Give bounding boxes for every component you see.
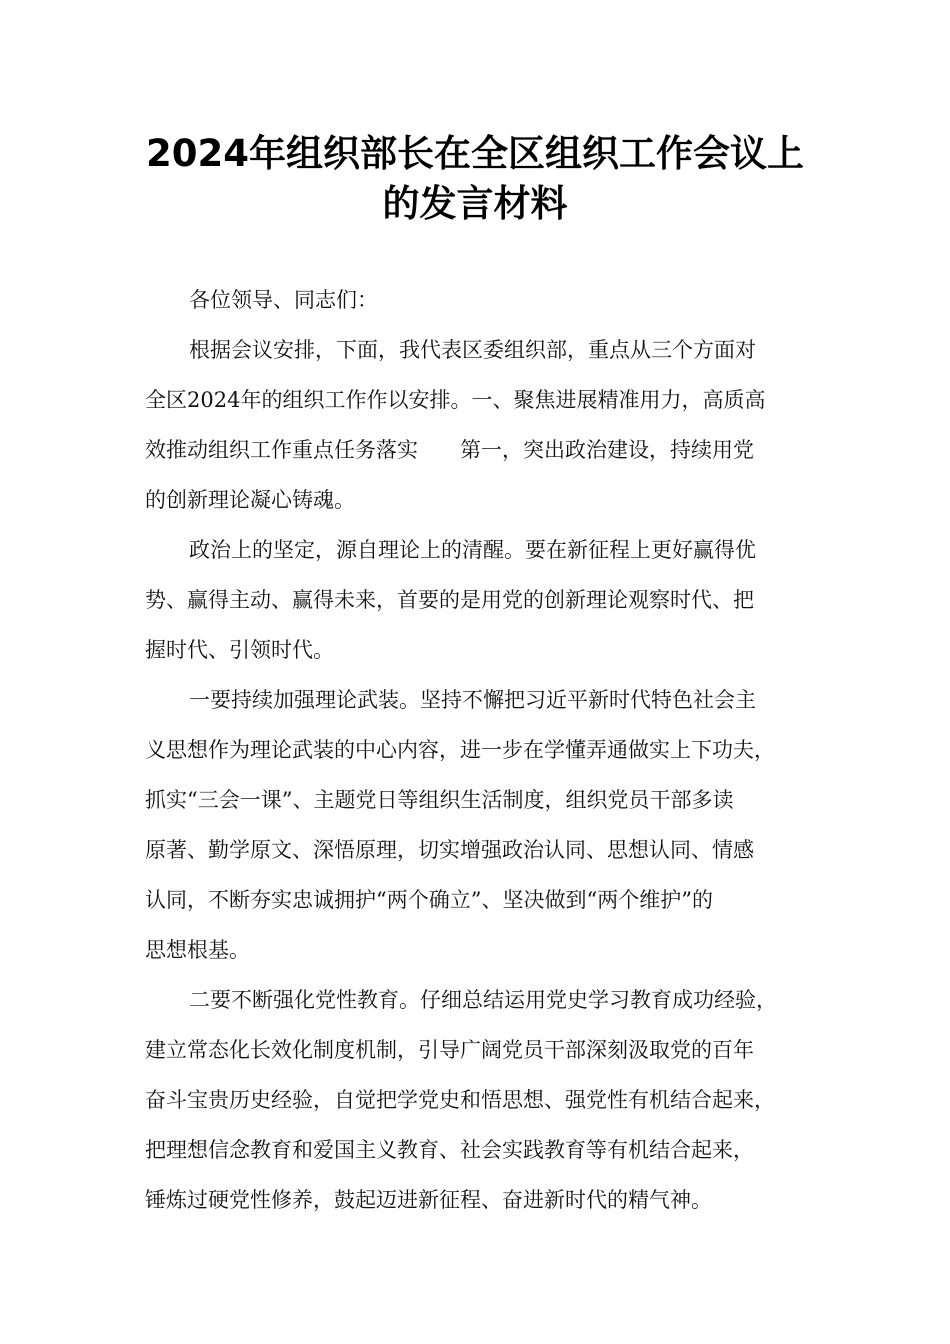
paragraph-line: 的创新理论凝心铸魂。 <box>145 488 355 512</box>
paragraph-line: 奋斗宝贵历史经验，自觉把学党史和悟思想、强党性有机结合起来， <box>145 1088 775 1112</box>
paragraph-line: 势、赢得主动、赢得未来，首要的是用党的创新理论观察时代、把 <box>145 588 754 612</box>
paragraph-line: 效推动组织工作重点任务落实 第一，突出政治建设，持续用党 <box>145 438 754 462</box>
paragraph-line: 把理想信念教育和爱国主义教育、社会实践教育等有机结合起来， <box>145 1138 754 1162</box>
paragraph-line: 二要不断强化党性教育。仔细总结运用党史学习教育成功经验， <box>189 988 777 1012</box>
paragraph-line: 原著、勤学原文、深悟原理，切实增强政治认同、思想认同、情感 <box>145 838 754 862</box>
paragraph-2 <box>145 525 810 675</box>
paragraph-line: 根据会议安排，下面，我代表区委组织部，重点从三个方面对 <box>189 338 756 362</box>
paragraph-line: 握时代、引领时代。 <box>145 638 334 662</box>
paragraph-line: 建立常态化长效化制度机制，引导广阔党员干部深刻汲取党的百年 <box>145 1038 754 1062</box>
paragraph-line: 抓实“三会一课”、主题党日等组织生活制度，组织党员干部多读 <box>145 788 734 812</box>
paragraph-line: 思想根基。 <box>145 938 250 962</box>
document-body <box>145 275 810 1225</box>
paragraph-line: 政治上的坚定，源自理论上的清醒。要在新征程上更好赢得优 <box>189 538 756 562</box>
paragraph-3 <box>145 675 810 975</box>
document-title-line-2: 的发言材料 <box>382 182 568 225</box>
paragraph-line: 认同，不断夯实忠诚拥护“两个确立”、坚决做到“两个维护”的 <box>145 888 713 912</box>
document-title-line-1: 2024年组织部长在全区组织工作会议上 <box>146 132 804 175</box>
paragraph-4 <box>145 975 810 1225</box>
paragraph-line: 锤炼过硬党性修养，鼓起迈进新征程、奋进新时代的精气神。 <box>145 1188 712 1212</box>
salutation: 各位领导、同志们： <box>189 288 378 312</box>
paragraph-line: 义思想作为理论武装的中心内容，进一步在学懂弄通做实上下功夫， <box>145 738 775 762</box>
paragraph-1 <box>145 325 810 525</box>
paragraph-line: 一要持续加强理论武装。坚持不懈把习近平新时代特色社会主 <box>189 688 756 712</box>
salutation-paragraph <box>145 275 810 325</box>
paragraph-line: 全区2024年的组织工作作以安排。一、聚焦进展精准用力，高质高 <box>145 388 766 412</box>
